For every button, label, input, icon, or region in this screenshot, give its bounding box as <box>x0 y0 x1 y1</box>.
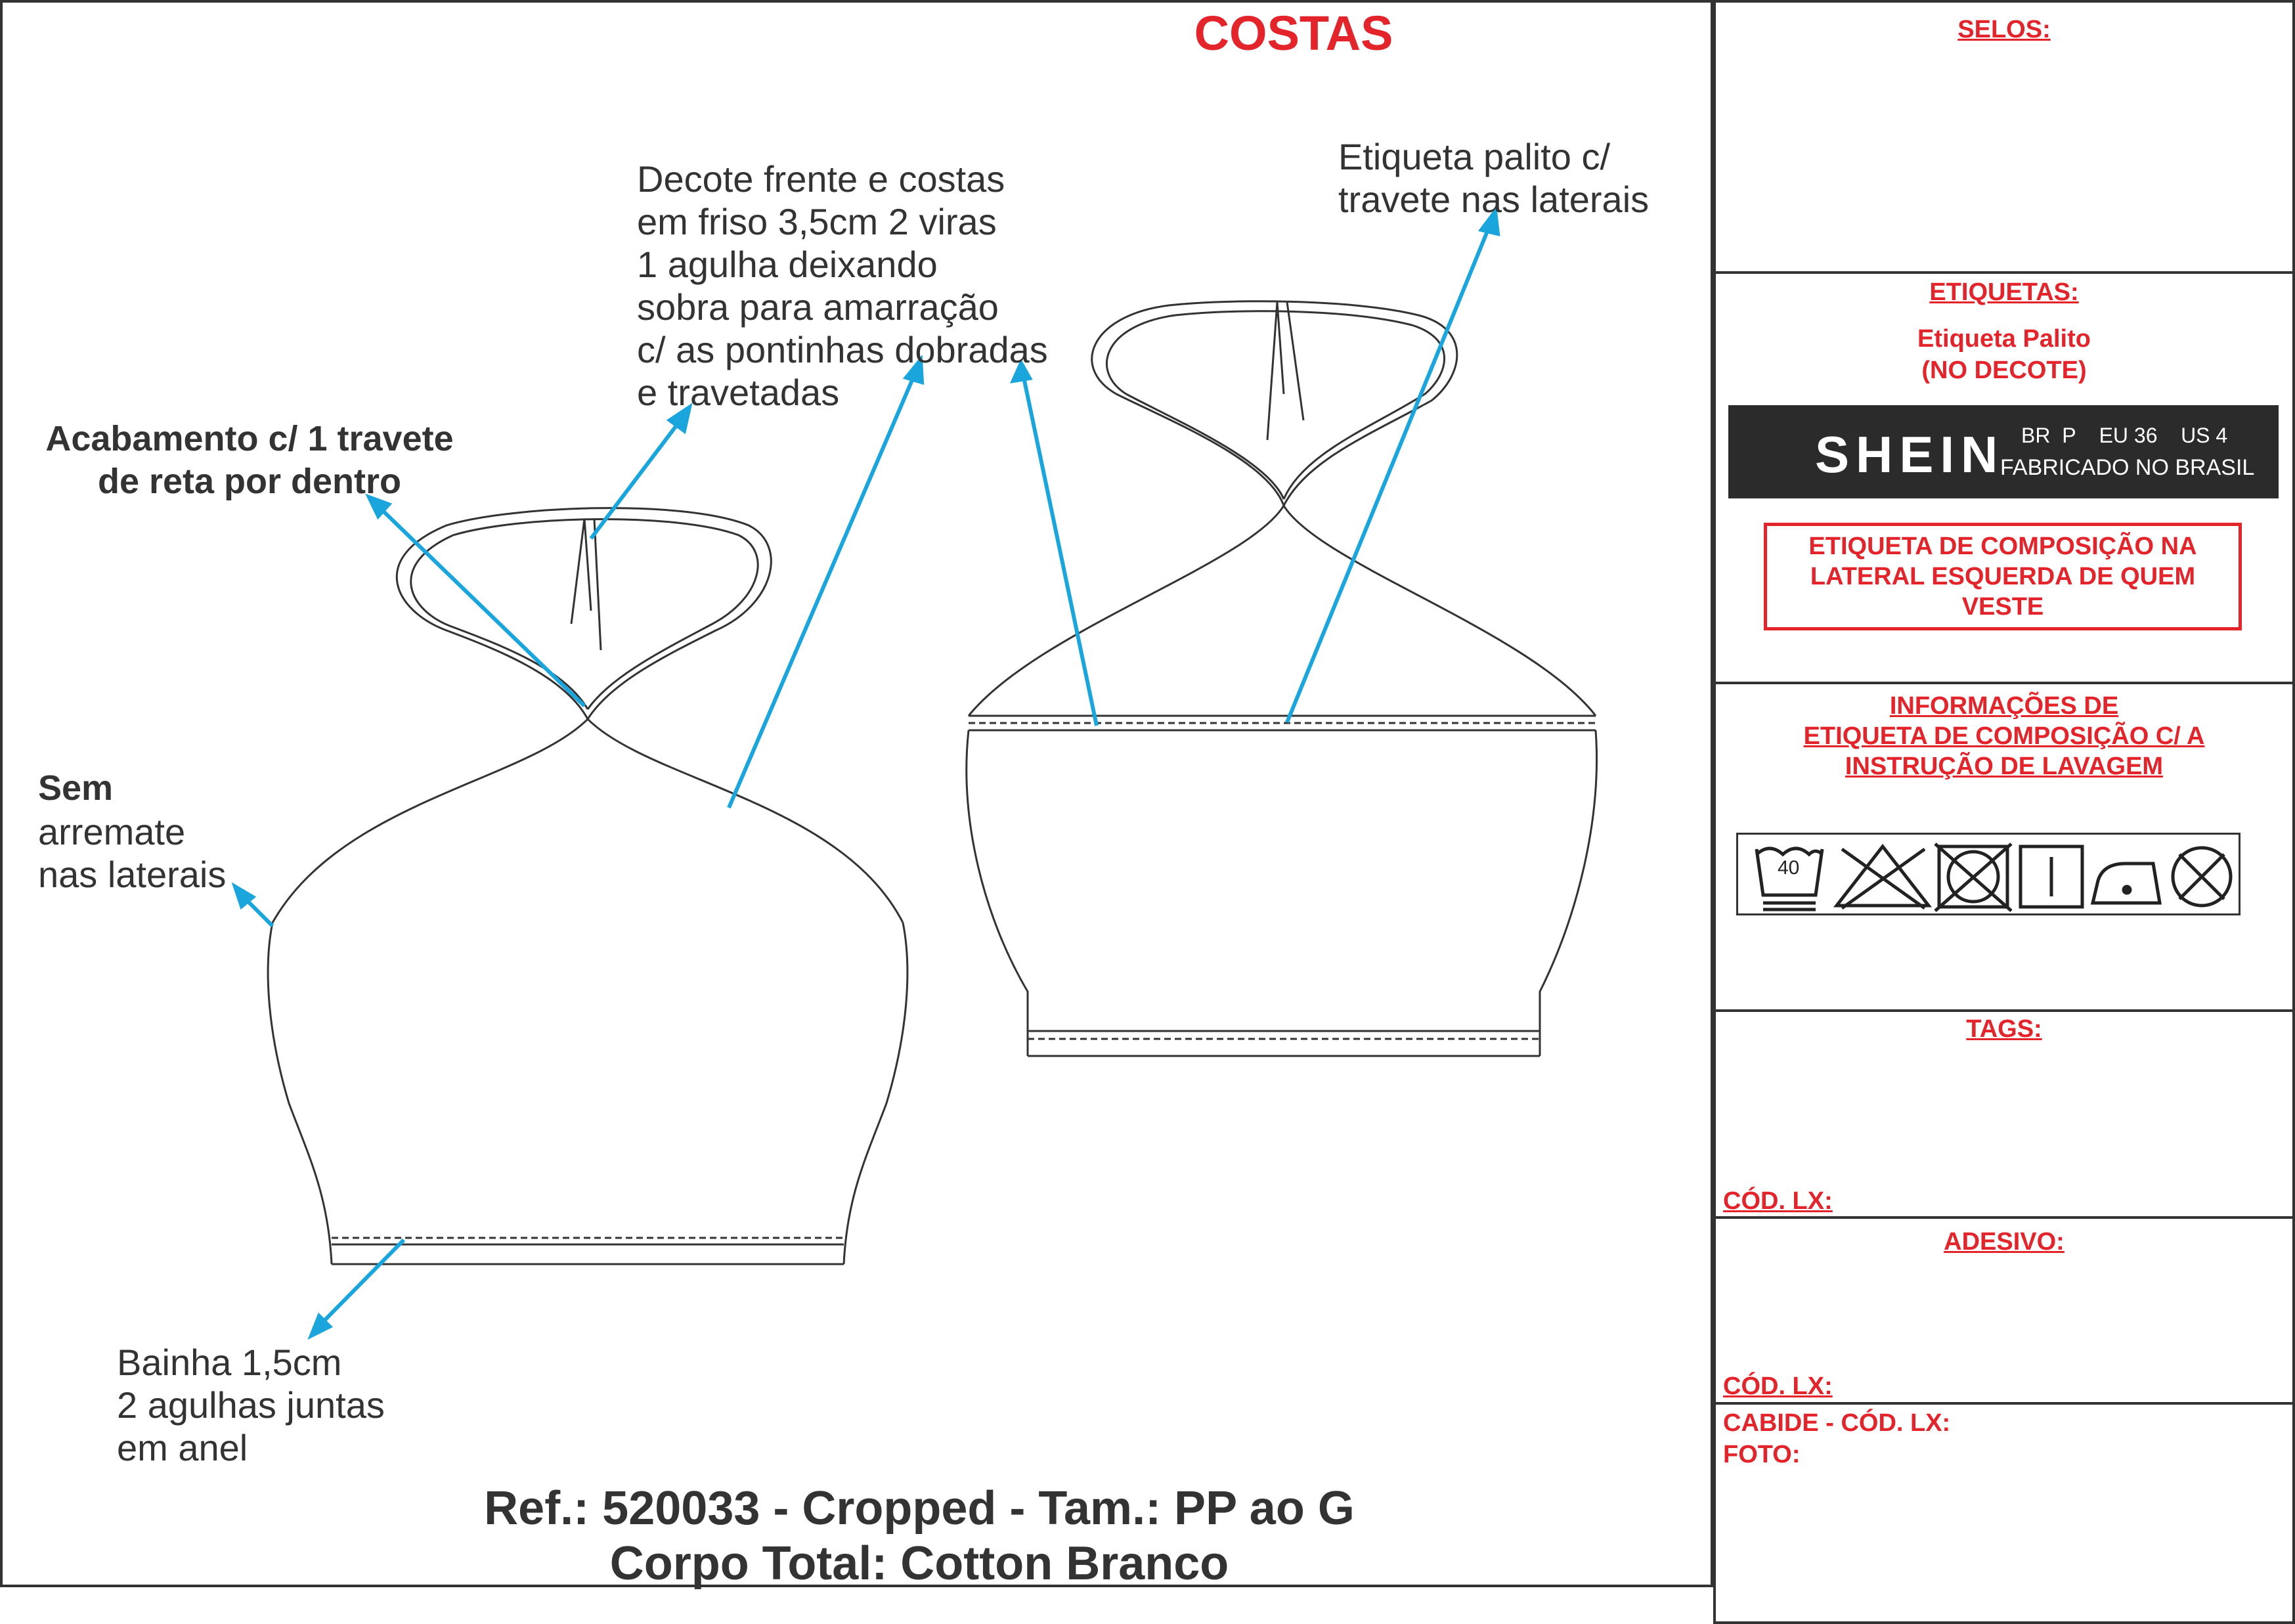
composicao-box: ETIQUETA DE COMPOSIÇÃO NA LATERAL ESQUERDA DE QUEM VESTE <box>1764 523 2242 630</box>
no-bleach-icon <box>1837 846 1929 908</box>
corpo-line: Corpo Total: Cotton Branco <box>609 1537 1229 1590</box>
note-sem: Sem <box>38 768 114 808</box>
iron-low-icon <box>2093 864 2160 903</box>
adesivo-title: ADESIVO: <box>1944 1228 2065 1256</box>
tags-title: TAGS: <box>1966 1015 2042 1043</box>
note-etiqueta-palito: Etiqueta palito c/ travete nas laterais <box>1338 136 1650 220</box>
cabide-label: CABIDE - CÓD. LX: <box>1723 1409 1951 1437</box>
etiqueta-palito-line1: Etiqueta Palito <box>1917 325 2091 353</box>
shein-sizes: BR P EU 36 US 4 <box>2021 424 2228 447</box>
informacoes-line3: INSTRUÇÃO DE LAVAGEM <box>1845 753 2164 780</box>
ref-line: Ref.: 520033 - Cropped - Tam.: PP ao G <box>484 1482 1355 1535</box>
garment-right-drawing <box>967 301 1597 1056</box>
note-decote: Decote frente e costas em friso 3,5cm 2 viras 1 agulha deixando sobra para amarração c/ as pontinhas dobradas e travetadas <box>637 158 1048 413</box>
foto-label: FOTO: <box>1723 1441 1801 1468</box>
shein-logo: SHEIN <box>1815 426 2005 483</box>
garment-left-drawing <box>268 508 907 1264</box>
care-symbols <box>1736 833 2240 915</box>
reference-block <box>263 1481 1576 1591</box>
line-dry-icon <box>2021 846 2082 907</box>
note-bainha: Bainha 1,5cm 2 agulhas juntas em anel <box>117 1342 385 1468</box>
shein-made-in: FABRICADO NO BRASIL <box>2000 455 2255 480</box>
cod-lx-adesivo: CÓD. LX: <box>1723 1372 1833 1400</box>
no-dry-clean-icon <box>2173 848 2231 906</box>
selos-title: SELOS: <box>1957 16 2051 43</box>
etiqueta-palito-label <box>1713 323 2295 386</box>
note-sem-arremate: arremate nas laterais <box>38 811 227 895</box>
etiqueta-palito-line2: (NO DECOTE) <box>1921 357 2087 384</box>
no-tumble-dry-icon <box>1935 844 2011 911</box>
shein-label <box>1728 405 2279 498</box>
note-acabamento: Acabamento c/ 1 travete de reta por dentro <box>45 419 454 501</box>
etiquetas-title: ETIQUETAS: <box>1929 278 2079 306</box>
wash-temp-label: 40 <box>1778 857 1800 879</box>
informacoes-line1: INFORMAÇÕES DE <box>1889 692 2119 720</box>
informacoes-line2: ETIQUETA DE COMPOSIÇÃO C/ A <box>1803 722 2205 750</box>
cod-lx-tags: CÓD. LX: <box>1723 1187 1833 1215</box>
page-title: COSTAS <box>1194 6 1393 60</box>
care-symbols-svg <box>1738 835 2242 917</box>
informacoes-title <box>1713 691 2295 781</box>
